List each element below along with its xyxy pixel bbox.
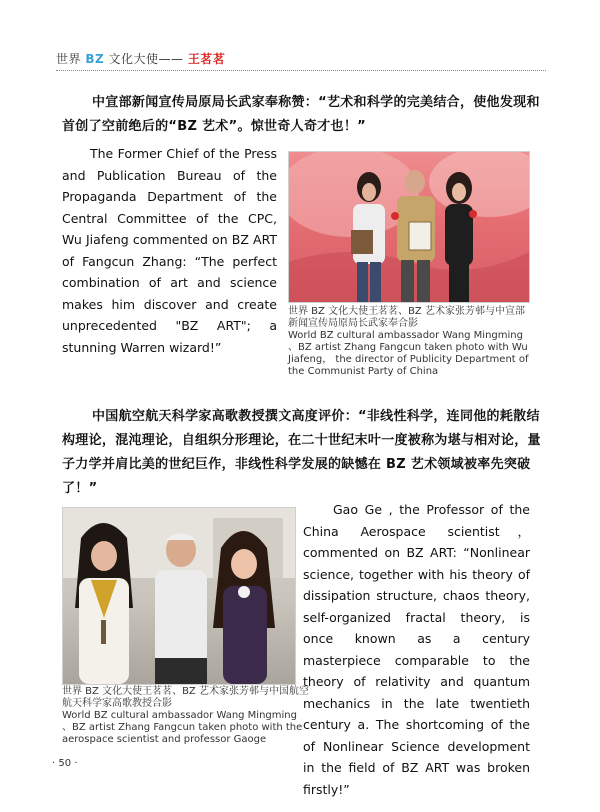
- section1-english-quote: The Former Chief of the Press and Publication Bureau of the Propaganda Department of the Central Committee of the CPC, Wu Jiafeng commented on BZ ART of Fangcun Zhang: “The perfect combination of art and science makes him discover and create unprecedented "BZ ART"; a stunning Warren wizard!”: [62, 146, 277, 355]
- section2-english-quote: Gao Ge , the Professor of the China Aerospace scientist， commented on BZ ART: “Nonlinear science, together with his theory of dissipation structure, chaos theory, self-organized fractal theory, is once known as a century masterpiece comparable to the theory of relativity and quantum mechanics in the late twentieth century a. The shortcoming of the of Nonlinear Science development in the field of BZ ART was broken firstly!”: [303, 502, 530, 797]
- photo-wu-jiafeng-group: [288, 151, 530, 303]
- section2-chinese-quote: 中国航空航天科学家高歌教授撰文高度评价：“非线性科学，连同他的耗散结构理论，混沌理论，自组织分形理论，在二十世纪末叶一度被称为堪与相对论，量子力学并肩比美的世纪巨作，非线性科学发展的缺憾在 BZ 艺术领域被率先突破了！”: [62, 409, 541, 496]
- photo-illustration-2: [63, 508, 295, 684]
- running-header: [56, 50, 225, 67]
- header-divider: [56, 70, 546, 71]
- header-bz: BZ: [85, 52, 105, 66]
- caption2-chinese: 世界 BZ 文化大使王茗茗、BZ 艺术家张芳邨与中国航空航天科学家高歌教授合影: [62, 686, 309, 709]
- photo-gao-ge-group: [62, 507, 296, 685]
- photo-illustration-1: [289, 152, 529, 302]
- header-name: 王茗茗: [187, 52, 226, 66]
- caption1-chinese: 世界 BZ 文化大使王茗茗、BZ 艺术家张芳邨与中宣部新闻宣传局原局长武家奉合影: [288, 306, 525, 329]
- caption1-english: World BZ cultural ambassador Wang Mingming 、BZ artist Zhang Fangcun taken photo with Wu Jiafeng， the director of Publicity Department of the Communist Party of China: [288, 330, 529, 377]
- section1-caption: [288, 306, 533, 378]
- section1-chinese-quote: 中宣部新闻宣传局原局长武家奉称赞：“艺术和科学的完美结合，使他发现和首创了空前绝后的“BZ 艺术”。惊世奇人奇才也！”: [62, 95, 540, 134]
- section2-caption: [62, 686, 310, 746]
- header-prefix: 世界: [56, 52, 86, 66]
- header-middle: 文化大使——: [104, 52, 188, 66]
- caption2-english: World BZ cultural ambassador Wang Mingming 、BZ artist Zhang Fangcun taken photo with the aerospace scientist and professor Gaoge: [62, 710, 303, 745]
- page-number: · 50 ·: [52, 758, 78, 769]
